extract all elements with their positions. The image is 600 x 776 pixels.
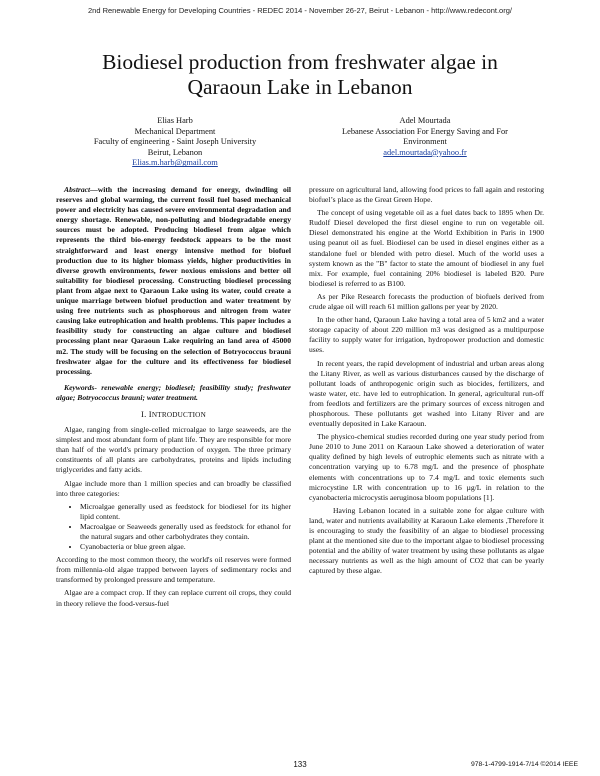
paragraph: In recent years, the rapid development of industrial and urban areas along the Litany River, as well as various disturbances caused by the discharge of pollutant loads of anthropogenic origin such as biocides, fertilizers, and waste water, etc. have led to eutrophication. In general, agricultural run-off from feedlots and fertilizers are the primary sources of excess nitrogen and phosphorous. These pollutants get washed into Litany River and are eventually deposited in Lake Karaoun. <box>309 358 544 429</box>
keywords-label: Keywords- <box>64 382 97 392</box>
author-email-link[interactable]: adel.mourtada@yahoo.fr <box>383 147 467 157</box>
author-affiliation-line: Environment <box>403 137 447 147</box>
author-affiliation-line: Faculty of engineering - Saint Joseph University <box>93 137 257 147</box>
paragraph: Algae are a compact crop. If they can replace current oil crops, they could in theory relieve the food-versus-fuel <box>56 588 291 608</box>
list-item: • Macroalgae or Seaweeds generally used as feedstock for ethanol for the natural sugars and other carbohydrates they contain. <box>80 522 291 542</box>
keywords <box>56 383 291 403</box>
author-name: Elias Harb <box>157 116 193 125</box>
conference-header: 2nd Renewable Energy for Developing Countries - REDEC 2014 - November 26-27, Beirut - Lebanon - http://www.redecont.org/ <box>88 6 512 15</box>
paper-title-line-1: Biodiesel production from freshwater algae in <box>102 50 498 74</box>
paragraph: The physico-chemical studies recorded during one year study period from June 2010 to June 2011 on Karaoun Lake showed a deterioration of water quality defined by high levels of eutrophic elements such as nitrate with a concentration varying up to 6.78 mg/L and the presence of phosphate elements with concentrations up to 7.4 mg/L and toxic elements such microcystine LR with concentration up to 16 µg/L in relation to the cyanobacteria microcystis aeruginosa bloom populations [1]. <box>309 432 544 502</box>
paragraph: pressure on agricultural land, allowing food prices to fall again and restoring biofuel’s place as the Great Green Hope. <box>309 185 544 205</box>
section-initial: I <box>148 408 152 419</box>
page-number: 133 <box>293 760 307 769</box>
paragraph: Algae include more than 1 million species and can broadly be classified into three categories: <box>56 478 291 498</box>
category-list <box>56 502 291 552</box>
section-numeral: I. <box>141 408 147 419</box>
copyright-notice: 978-1-4799-1914-7/14 ©2014 IEEE <box>470 761 578 768</box>
author-email-link[interactable]: Elias.m.harb@gmail.com <box>132 158 218 168</box>
section-heading-introduction <box>56 409 291 420</box>
paragraph: As per Pike Research forecasts the production of biofuels derived from crude algae oil will reach 61 million gallons per year by 2020. <box>309 291 544 312</box>
author-affiliation-line: Lebanese Association For Energy Saving and For <box>342 126 508 136</box>
left-column <box>56 185 291 612</box>
author-affiliation-line: Mechanical Department <box>134 126 216 136</box>
paragraph: In the other hand, Qaraoun Lake having a total area of 5 km2 and a water storage capacity of about 220 million m3 was designed as a multipurpose facility to supply water for irrigation, hydropower production and domestic uses. <box>309 315 544 355</box>
list-item: • Microalgae generally used as feedstock for biodiesel for its higher lipid content. <box>80 502 291 522</box>
author-block-1 <box>60 116 290 169</box>
abstract-text: —with the increasing demand for energy, dwindling oil reserves and global warming, the current fossil fuel based mechanical power and electricity has caused severe environmental degradation and energy shortage. Renewable, non-polluting and biodegradable energy sources must be adopted. Producing biodiesel from algae which represents the third bio-energy feedstock appears to be the most straightforward and least energy intensive method for biofuel production due to its higher biomass yields, higher productivities in diverse growth environments, fewer noxious emissions and better oil suitability for biodiesel processing. Constructing biodiesel processing plant from algae next to Qaraoun Lake using its water, could create a unique marriage between biofuel production and water treatment by using free nutrients such as phosphorous and nitrogen from water causing lake eutrophication and health problems. This paper includes a feasibility study for constructing an algae culture and biodiesel processing plant near Qaraoun Lake requiring an land area of 45000 m2. The study will be focusing on the selection of Botryococcus brauni freshwater algae for the culture and its effectiveness for biodiesel processing. <box>56 185 291 376</box>
author-block-2 <box>310 116 540 158</box>
author-affiliation-line: Beirut, Lebanon <box>147 147 203 157</box>
paper-title <box>40 50 560 100</box>
paragraph: Having Lebanon located in a suitable zone for algae culture with land, water and nutrients availability at Karaoun Lake elements ,Therefore it is encouraging to study the feasibility of an algae to biodiesel processing plant at the mentioned site due to the important algae to biodiesel processing potential and the ability of water treatment by using these pollutants as algae necessary nutrients as well as the high amount of CO2 that can be yearly captured by these algae. <box>309 505 544 576</box>
paragraph: Algae, ranging from single-celled microalgae to large seaweeds, are the simplest and most abundant form of plant life. They are responsible for more than half of the world's primary production of oxygen. The three primary constituents of all plants are carbohydrates, proteins and lipids including triglycerides and fatty acids. <box>56 425 291 475</box>
paragraph: According to the most common theory, the world's oil reserves were formed from millennia-old algae trapped between layers of sedimentary rocks and transformed by prolonged pressure and temperature. <box>56 555 291 585</box>
paper-title-line-2: Qaraoun Lake in Lebanon <box>187 75 413 99</box>
author-name: Adel Mourtada <box>399 116 451 125</box>
right-column <box>309 185 544 579</box>
list-item: • Cyanobacteria or blue green algae. <box>80 542 291 552</box>
section-title-rest: NTRODUCTION <box>151 410 206 419</box>
keywords-text: renewable energy; biodiesel; feasibility study; freshwater algae; Botryococcus brauni; water treatment. <box>56 382 291 402</box>
abstract-label: Abstract <box>64 185 91 194</box>
paragraph: The concept of using vegetable oil as a fuel dates back to 1895 when Dr. Rudolf Diesel developed the first diesel engine to run on vegetable oil. Diesel demonstrated his engine at the World Exhibition in Paris in 1900 using peanut oil as fuel. Biodiesel can be used in diesel engines either as a standalone fuel or blended with petro diesel. Much of the world uses a system known as the "B" factor to state the amount of biodiesel in any fuel mix. For example, fuel containing 20% biodiesel is labeled B20. Pure biodiesel is referred to as B100. <box>309 208 544 288</box>
abstract <box>56 185 291 377</box>
